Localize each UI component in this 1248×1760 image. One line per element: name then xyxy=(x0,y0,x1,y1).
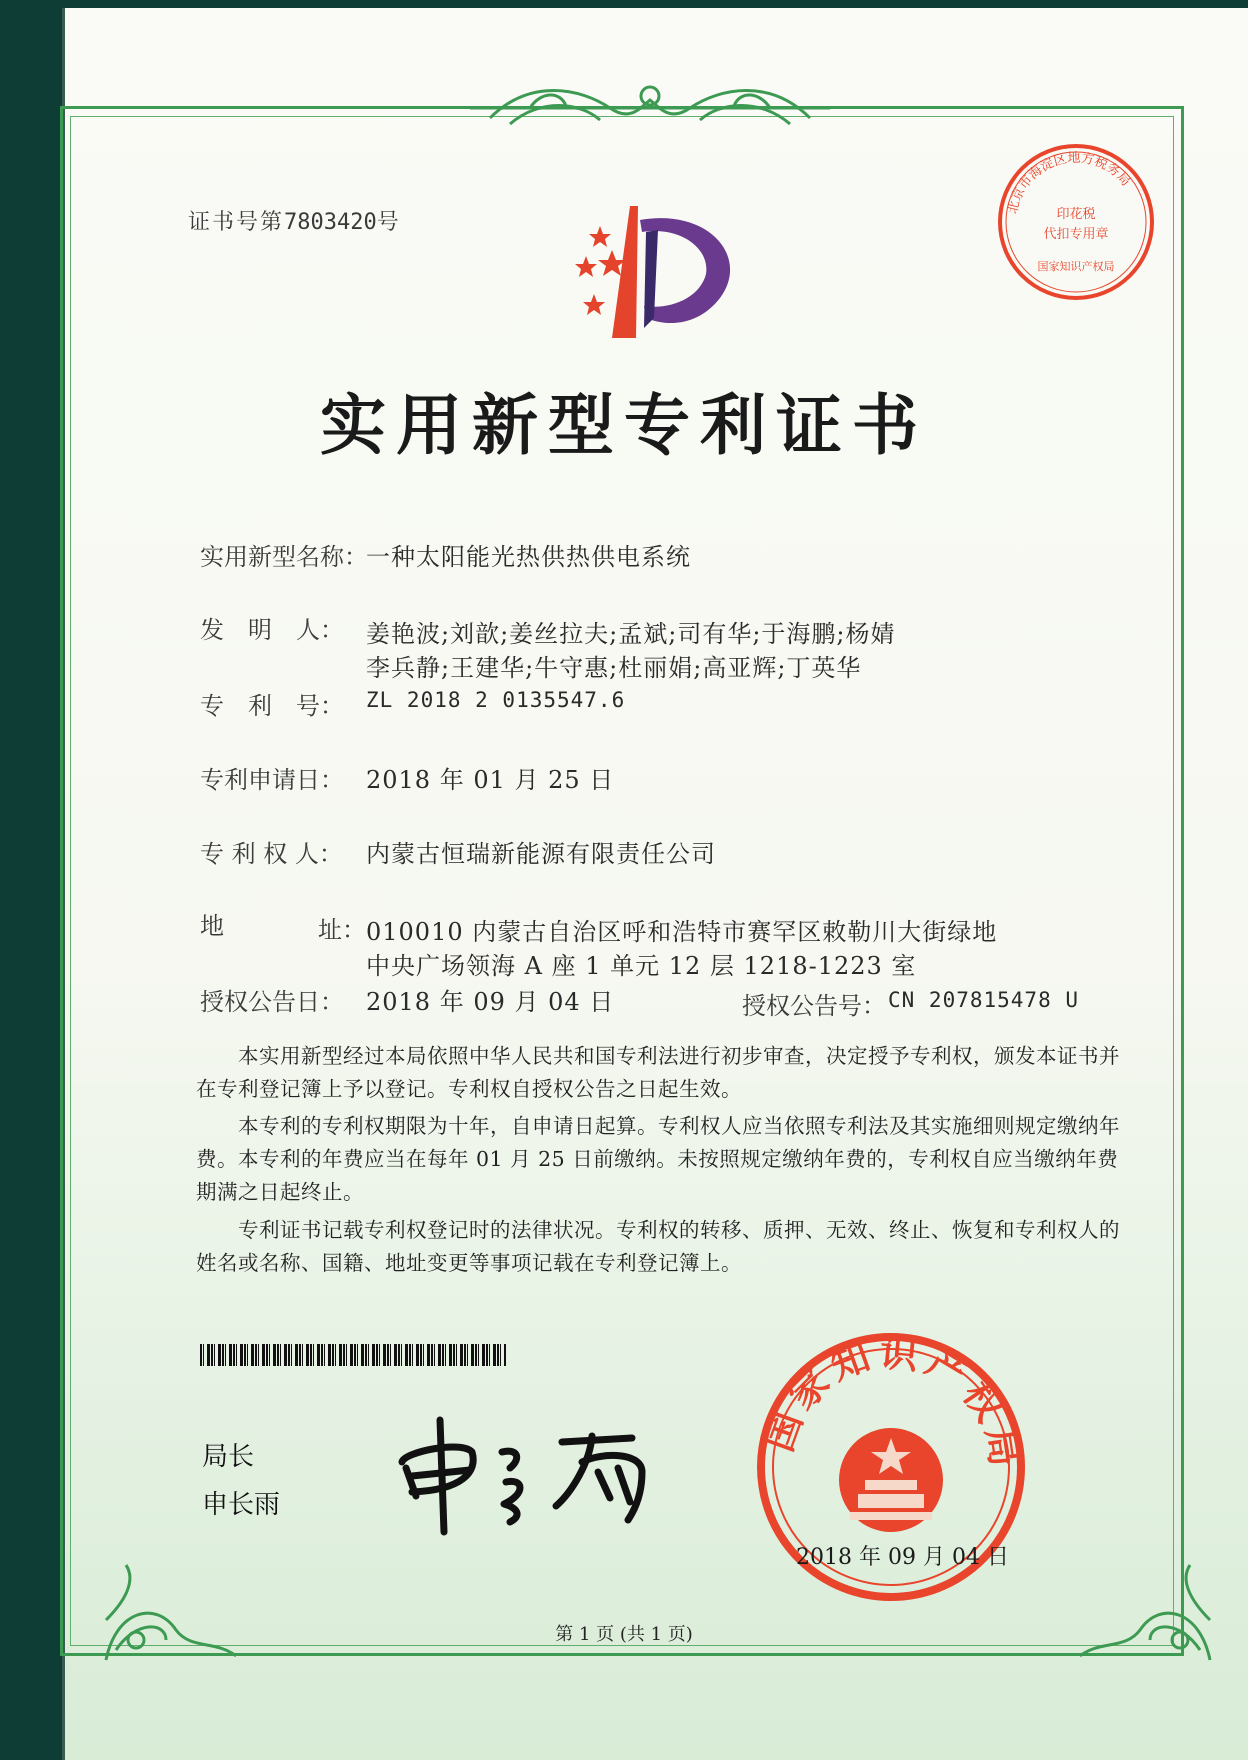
announce-date-label: 授权公告日： xyxy=(200,988,344,1016)
address-label-first: 地 xyxy=(200,912,224,940)
address-line1: 010010 内蒙古自治区呼和浩特市赛罕区敕勒川大街绿地 xyxy=(366,918,998,946)
patentee-label: 专 利 权 人： xyxy=(200,840,343,868)
paragraph-legal-status: 专利证书记载专利权登记时的法律状况。专利权的转移、质押、无效、终止、恢复和专利权人的姓名或名称、国籍、地址变更等事项记载在专利登记簿上。 xyxy=(196,1218,1120,1275)
certificate-number-label: 证书号第 xyxy=(188,210,285,235)
paragraph-term: 本专利的专利权期限为十年，自申请日起算。专利权人应当依照专利法及其实施细则规定缴纳年费。本专利的年费应当在每年 01 月 25 日前缴纳。未按照规定缴纳年费的，专利权自应当缴纳年费期满之日起终止。 xyxy=(196,1114,1120,1204)
inventors-line2: 李兵静;王建华;牛守惠;杜丽娟;高亚辉;丁英华 xyxy=(366,654,862,682)
patent-number-label: 专 利 号： xyxy=(200,692,344,720)
inventors-label: 发 明 人： xyxy=(200,616,344,644)
paragraph-grant: 本实用新型经过本局依照中华人民共和国专利法进行初步审查，决定授予专利权，颁发本证书并在专利登记簿上予以登记。专利权自授权公告之日起生效。 xyxy=(196,1044,1120,1101)
director-signature xyxy=(392,1412,662,1542)
address-label-second: 址： xyxy=(318,916,366,944)
tax-stamp-seal xyxy=(996,142,1156,302)
patent-number-value: ZL 2018 2 0135547.6 xyxy=(366,688,626,712)
patent-office-logo-icon xyxy=(560,198,750,348)
certificate-number-value: 7803420 xyxy=(284,210,377,235)
tax-seal-bottom: 国家知识产权局 xyxy=(1037,260,1115,273)
tax-seal-middle: 印花税 xyxy=(1056,207,1096,222)
utility-model-name-value: 一种太阳能光热供热供电系统 xyxy=(366,543,691,571)
corner-ornament-left xyxy=(96,1560,246,1670)
certificate-title: 实用新型专利证书 xyxy=(320,386,928,464)
tax-seal-middle2: 代扣专用章 xyxy=(1043,227,1109,242)
svg-text:北京市海淀区地方税务局 xyxy=(1005,150,1133,216)
certificate-number xyxy=(188,205,401,236)
announce-number-label: 授权公告号： xyxy=(742,992,886,1020)
seal-date: 2018 年 09 月 04 日 xyxy=(796,1545,1009,1570)
certificate-number-suffix: 号 xyxy=(376,210,401,235)
page-number: 第 1 页 (共 1 页) xyxy=(555,1624,693,1645)
filing-date-label: 专利申请日： xyxy=(200,766,344,794)
top-ornament xyxy=(470,78,830,144)
inventors-line1: 姜艳波;刘歆;姜丝拉夫;孟斌;司有华;于海鹏;杨婧 xyxy=(366,620,896,648)
director-title: 局长 xyxy=(202,1442,255,1472)
national-emblem-icon xyxy=(839,1428,943,1532)
announce-date-value: 2018 年 09 月 04 日 xyxy=(366,988,615,1016)
filing-date-value: 2018 年 01 月 25 日 xyxy=(366,766,615,794)
corner-ornament-right xyxy=(1070,1560,1220,1670)
seal-text: 国家知识产权局 xyxy=(756,1330,1028,1476)
address-line2: 中央广场领海 A 座 1 单元 12 层 1218-1223 室 xyxy=(366,952,917,980)
announce-number-value: CN 207815478 U xyxy=(888,988,1080,1012)
patentee-value: 内蒙古恒瑞新能源有限责任公司 xyxy=(366,840,716,868)
tax-seal-ring-text: 北京市海淀区地方税务局 xyxy=(1005,150,1134,216)
barcode xyxy=(200,1344,506,1366)
utility-model-name-label: 实用新型名称： xyxy=(200,543,368,571)
director-name: 申长雨 xyxy=(202,1490,281,1520)
